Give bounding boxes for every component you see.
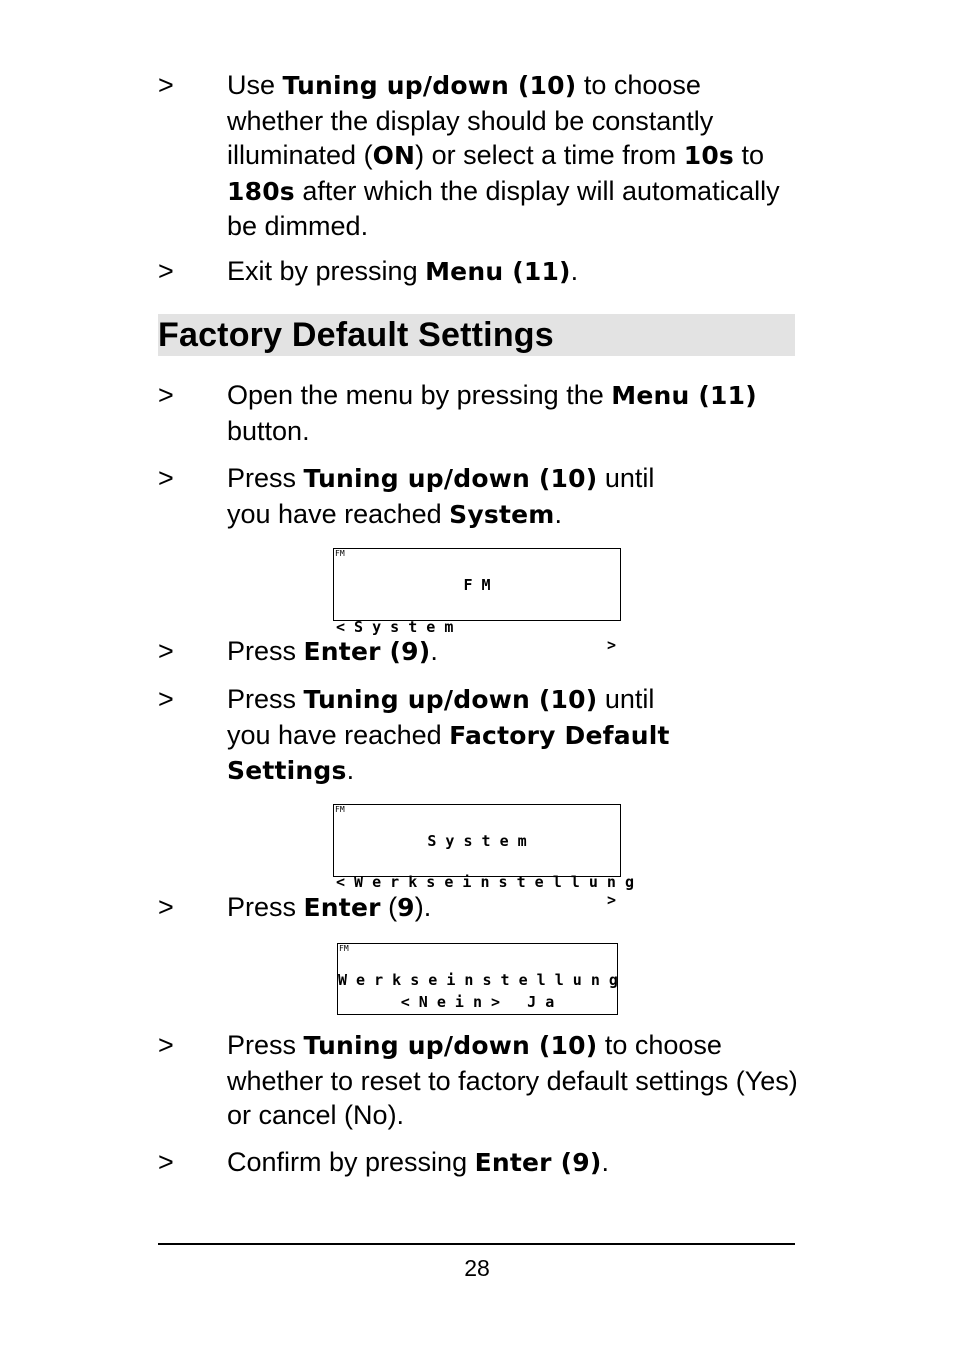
step-text-run: after which the display will automatically be dimmed. <box>227 175 780 241</box>
footer-divider <box>158 1243 795 1245</box>
step-text-run: . <box>601 1147 609 1177</box>
lcd-display <box>333 804 635 909</box>
step-text-run: ( <box>380 892 398 922</box>
step-text-run: ) or select a time from <box>415 140 684 170</box>
step-text-run: ). <box>414 892 432 922</box>
step-text-bold: Menu (11) <box>611 381 757 410</box>
step-text-run: Press <box>227 463 304 493</box>
step-text-bold: Tuning up/down (10) <box>303 464 598 493</box>
lcd-right-arrow: > <box>606 636 616 654</box>
instruction-step <box>158 1028 798 1134</box>
page-number: 28 <box>464 1255 490 1281</box>
step-text-bold: Enter (9) <box>474 1148 602 1177</box>
lcd-mode-tag: FM <box>335 549 345 558</box>
step-text <box>227 254 798 290</box>
step-text <box>227 634 798 670</box>
step-text-run: Use <box>227 70 283 100</box>
step-text-run: Exit by pressing <box>227 256 426 286</box>
step-text-bold: Tuning up/down (10) <box>303 1031 598 1060</box>
step-text-bold: 10s <box>683 141 734 170</box>
instruction-step <box>158 1145 798 1181</box>
lcd-line-2-text: < S y s t e m <box>336 618 454 636</box>
step-text-run: until <box>597 684 655 714</box>
section-heading-bar <box>158 314 795 356</box>
step-text-run: Open the menu by pressing the <box>227 380 612 410</box>
instruction-step <box>158 890 798 926</box>
step-text-run: button. <box>227 415 310 446</box>
step-text-run: you have reached <box>227 498 450 529</box>
lcd-line-2: < N e i n > J a <box>400 993 555 1011</box>
lcd-line-1: W e r k s e i n s t e l l u n g <box>338 971 618 989</box>
step-text-run: Press <box>227 892 304 922</box>
step-marker: > <box>158 1147 174 1177</box>
step-text-run: Press <box>227 636 304 666</box>
step-text-bold: Enter (9) <box>303 637 431 666</box>
lcd-right-arrow: > <box>606 891 616 909</box>
step-text-run: . <box>346 755 355 785</box>
lcd-line-1: F M <box>463 576 491 594</box>
step-marker: > <box>158 256 174 286</box>
step-text-bold: Tuning up/down (10) <box>282 71 577 100</box>
step-text-bold: System <box>449 499 555 529</box>
step-text-run: to choose whether the display should be constantly illuminated ( <box>227 70 714 170</box>
instruction-step <box>158 682 798 788</box>
step-text-run: Press <box>227 684 304 714</box>
section-heading: Factory Default Settings <box>158 316 554 354</box>
instruction-step <box>158 634 798 670</box>
step-text <box>227 1145 798 1181</box>
step-text-run: to choose whether to reset to factory default settings (Yes) or cancel (No). <box>227 1030 798 1130</box>
lcd-line-1: S y s t e m <box>427 832 527 850</box>
step-marker: > <box>158 636 174 666</box>
step-text-bold: Tuning up/down (10) <box>303 685 598 714</box>
step-text-bold: Factory Default Settings <box>227 720 670 785</box>
lcd-display <box>337 943 618 1015</box>
step-text-run: . <box>570 256 579 286</box>
step-text <box>227 68 798 244</box>
step-text <box>227 378 798 448</box>
lcd-line-2-text: < W e r k s e i n s t e l l u n g <box>336 873 635 891</box>
step-marker: > <box>158 1030 174 1060</box>
step-text-run: to <box>734 140 765 170</box>
step-text-run: Press <box>227 1030 304 1060</box>
lcd-display <box>333 548 621 654</box>
step-text-bold: Menu (11) <box>425 257 571 286</box>
instruction-step <box>158 461 798 531</box>
step-text-bold: Enter <box>303 893 381 922</box>
step-text <box>227 890 798 926</box>
instruction-step <box>158 378 798 448</box>
step-text-bold: 180s <box>227 176 295 206</box>
step-text-bold: ON <box>372 141 416 170</box>
step-text-run: until <box>597 463 655 493</box>
instruction-step <box>158 254 798 290</box>
step-marker: > <box>158 70 174 100</box>
step-text-run: you have reached <box>227 719 450 750</box>
step-text-run: . <box>430 636 438 666</box>
lcd-mode-tag: FM <box>335 805 345 814</box>
step-text <box>227 461 798 532</box>
step-text <box>227 682 798 789</box>
instruction-step <box>158 68 798 240</box>
step-marker: > <box>158 380 174 410</box>
step-marker: > <box>158 684 174 714</box>
step-text-bold: 9 <box>397 893 415 922</box>
step-marker: > <box>158 892 174 922</box>
lcd-mode-tag: FM <box>339 944 349 953</box>
step-text <box>227 1028 798 1133</box>
step-marker: > <box>158 463 174 493</box>
step-text-run: . <box>554 498 563 529</box>
step-text-run: Confirm by pressing <box>227 1147 475 1177</box>
